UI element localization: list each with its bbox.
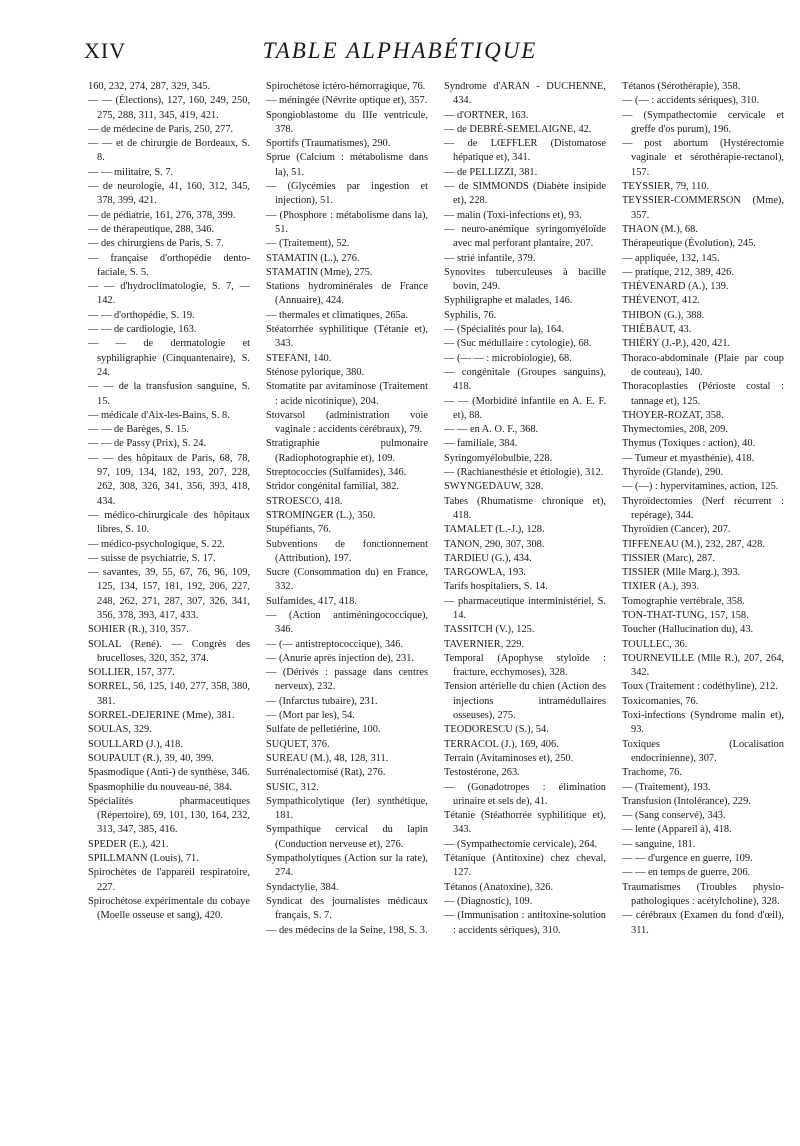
index-entry: — (Glycémies par ingestion et injection), 51. bbox=[266, 181, 428, 207]
index-entry: Toucher (Hallucination du), 43. bbox=[622, 624, 754, 636]
index-entry: TAVERNIER, 229. bbox=[444, 638, 525, 650]
index-entry: — de neurologie, 41, 160, 312, 345, 378, 399, 421. bbox=[88, 181, 250, 207]
index-entry: STEFANI, 140. bbox=[266, 352, 332, 364]
index-entry: — — et de chirurgie de Bordeaux, S. 8. bbox=[88, 138, 250, 164]
index-entry: SUREAU (M.), 48, 128, 311. bbox=[266, 752, 389, 764]
index-entry: — thermales et climatiques, 265a. bbox=[266, 309, 408, 321]
index-entry: — (— — : microbiologie), 68. bbox=[444, 352, 572, 364]
index-entry: Tomographie vertébrale, 358. bbox=[622, 595, 745, 607]
index-entry: Tétanie (Stéathorrée syphilitique et), 343. bbox=[444, 810, 606, 836]
index-entry: — — en temps de guerre, 206. bbox=[622, 867, 751, 879]
index-entry: — — de la transfusion sanguine, S. 15. bbox=[88, 381, 250, 407]
index-entry: TASSITCH (V.), 125. bbox=[444, 624, 535, 636]
index-entry: — — en A. O. F., 368. bbox=[444, 424, 539, 436]
index-entry: — des chirurgiens de Paris, S. 7. bbox=[88, 238, 224, 250]
index-entry: Sympathicolytique (Ier) synthétique, 181. bbox=[266, 795, 428, 822]
index-entry: — (Action antiméningococcique), 346. bbox=[266, 609, 428, 636]
index-entry: Syndrome d'ARAN - DUCHENNE, 434. bbox=[444, 81, 606, 107]
index-entry: — (Anurie après injection de), 231. bbox=[266, 652, 415, 664]
index-entry: — — de dermatologie et syphiligraphie (Cinquantenaire), S. 24. bbox=[88, 338, 250, 378]
index-entry: — lente (Appareil à), 418. bbox=[622, 824, 732, 836]
index-entry: — (Traitement), 193. bbox=[622, 781, 711, 793]
index-entry: Temporal (Apophyse styloïde : fracture, ecchymoses), 328. bbox=[444, 652, 606, 679]
index-entry: Spirochètes de l'appareil respiratoire, 227. bbox=[88, 867, 250, 893]
index-entry: — des médecins de la Seine, 198, S. 3. bbox=[266, 924, 428, 936]
index-entry: Traumatismes (Troubles physio-pathologiques : acétylcholine), 328. bbox=[622, 881, 784, 907]
index-entry: SORREL, 56, 125, 140, 277, 358, 380, 381. bbox=[88, 681, 250, 707]
page-header bbox=[84, 38, 716, 72]
index-entry: — — militaire, S. 7. bbox=[88, 166, 174, 178]
index-entry: Stomatite par avitaminose (Traitement : acide nicotinique), 204. bbox=[266, 381, 428, 407]
index-entry: TERRACOL (J.), 169, 406. bbox=[444, 738, 559, 750]
index-entry: — (Suc médullaire : cytologie), 68. bbox=[444, 338, 592, 350]
index-entry: Surrénalectomisé (Rat), 276. bbox=[266, 767, 386, 779]
index-entry: — — de cardiologie, 163. bbox=[88, 324, 197, 336]
index-entry: SOULAS, 329. bbox=[88, 724, 152, 736]
index-entry: Stupéfiants, 76. bbox=[266, 524, 331, 536]
index-entry: — — (Élections), 127, 160, 249, 250, 275, 288, 311, 345, 419, 421. bbox=[88, 95, 250, 121]
index-entry: — (Immunisation : antitoxine-solution : accidents sériques), 310. bbox=[444, 910, 606, 936]
index-entry: — (— antistreptococcique), 346. bbox=[266, 638, 404, 650]
index-entry: SOULLARD (J.), 418. bbox=[88, 738, 183, 750]
index-entry: TOULLEC, 36. bbox=[622, 638, 688, 650]
index-entry: Spongioblastome du IIIe ventricule, 378. bbox=[266, 109, 428, 135]
index-entry: THÉVENARD (A.), 139. bbox=[622, 281, 729, 293]
index-entry: — savantes, 39, 55, 67, 76, 96, 109, 125, 134, 157, 181, 192, 206, 227, 248, 262, 271, 287, 307, 326, 341, 356, 378, 393, 417, 433. bbox=[88, 567, 250, 621]
index-entry: Thyroïde (Glande), 290. bbox=[622, 467, 723, 479]
index-entry: THOYER-ROZAT, 358. bbox=[622, 409, 724, 421]
index-entry: Toux (Traitement : codéthyline), 212. bbox=[622, 681, 778, 693]
index-entry: — neuro-anémique syringomyéloïde avec mal perforant plantaire, 207. bbox=[444, 223, 606, 250]
index-entry: Thymectomies, 208, 209. bbox=[622, 424, 728, 436]
index-entry: — (Traitement), 52. bbox=[266, 238, 350, 250]
index-entry: Trachome, 76. bbox=[622, 767, 682, 779]
index-entry: 160, 232, 274, 287, 329, 345. bbox=[88, 81, 211, 92]
index-entry: — (Sympathectomie cervicale), 264. bbox=[444, 838, 598, 850]
index-entry: SORREL-DEJERINE (Mme), 381. bbox=[88, 710, 235, 722]
index-entry: — médico-psychologique, S. 22. bbox=[88, 538, 225, 550]
index-entry: Tarifs hospitaliers, S. 14. bbox=[444, 581, 548, 593]
index-entry: TAMALET (L.-J.), 128. bbox=[444, 524, 545, 536]
index-entry: Toxicomanies, 76. bbox=[622, 695, 699, 707]
index-entry: SUQUET, 376. bbox=[266, 738, 330, 750]
index-entry: — sanguine, 181. bbox=[622, 838, 696, 850]
index-entry: STROMINGER (L.), 350. bbox=[266, 509, 376, 521]
index-entry: TIFFENEAU (M.), 232, 287, 428. bbox=[622, 538, 765, 550]
index-entry: Tension artérielle du chien (Action des injections intramédullaires osseuses), 275. bbox=[444, 681, 606, 722]
index-entry: Stratigraphie pulmonaire (Radiophotographie et), 109. bbox=[266, 438, 428, 464]
index-entry: SOHIER (R.), 310, 357. bbox=[88, 624, 189, 636]
index-entry: — (Dérivés : passage dans centres nerveux), 232. bbox=[266, 667, 428, 693]
index-entry: — (— : accidents sériques), 310. bbox=[622, 95, 760, 107]
index-entry: Thoracoplasties (Périoste costal : tannage et), 125. bbox=[622, 381, 784, 407]
index-entry: — strié infantile, 379. bbox=[444, 252, 536, 264]
index-entry: Spasmophilie du nouveau-né, 384. bbox=[88, 781, 233, 793]
index-entry: Synovites tuberculeuses à bacille bovin, 249. bbox=[444, 266, 606, 293]
index-entry: Syndicat des journalistes médicaux français, S. 7. bbox=[266, 895, 428, 922]
index-entry: Spasmodique (Anti-) de synthèse, 346. bbox=[88, 767, 250, 779]
page-number: XIV bbox=[84, 38, 127, 63]
index-entry: — médicale d'Aix-les-Bains, S. 8. bbox=[88, 409, 230, 421]
index-entry: — (Mort par les), 54. bbox=[266, 710, 355, 722]
index-entry: TEYSSIER, 79, 110. bbox=[622, 181, 710, 193]
index-entry: — malin (Toxi-infections et), 93. bbox=[444, 209, 582, 221]
index-entry: Spirochétose ictéro-hémorragique, 76. bbox=[266, 81, 426, 92]
index-entry: Stridor congénital familial, 382. bbox=[266, 481, 400, 493]
running-title: TABLE ALPHABÉTIQUE bbox=[262, 38, 538, 63]
index-entry: — post abortum (Hystérectomie vaginale et sérothérapie-rectanol), 157. bbox=[622, 138, 784, 178]
index-entry: — — d'hydroclimatologie, S. 7, — 142. bbox=[88, 281, 250, 307]
index-entry: — de médecine de Paris, 250, 277. bbox=[88, 123, 234, 135]
index-entry: Streptococcies (Sulfamides), 346. bbox=[266, 467, 407, 479]
index-entry: Syphilis, 76. bbox=[444, 309, 497, 321]
index-entry: — de PELLIZZI, 381. bbox=[444, 166, 538, 178]
index-entry: — — d'orthopédie, S. 19. bbox=[88, 309, 195, 321]
index-entry: Thyroïdien (Cancer), 207. bbox=[622, 524, 731, 536]
index-columns bbox=[84, 80, 796, 1120]
index-entry: Subventions de fonctionnement (Attribution), 197. bbox=[266, 538, 428, 564]
index-entry: STROESCO, 418. bbox=[266, 495, 343, 507]
index-entry: — (Infarctus tubaire), 231. bbox=[266, 695, 378, 707]
index-entry: — (Sympathectomie cervicale et greffe d'os purum), 196. bbox=[622, 109, 784, 135]
index-entry: Stéatorrhée syphilitique (Tétanie et), 343. bbox=[266, 324, 428, 350]
index-entry: Sprue (Calcium : métabolisme dans la), 51. bbox=[266, 152, 428, 178]
index-entry: SOUPAULT (R.), 39, 40, 399. bbox=[88, 752, 214, 764]
index-entry: THÉVENOT, 412. bbox=[622, 295, 701, 307]
index-entry: SPEDER (E.), 421. bbox=[88, 838, 169, 850]
index-entry: Terrain (Avitaminoses et), 250. bbox=[444, 752, 574, 764]
index-entry: TARDIEU (G.), 434. bbox=[444, 552, 532, 564]
index-entry: — (Diagnostic), 109. bbox=[444, 895, 533, 907]
index-entry: — pharmaceutique interministériel, S. 14. bbox=[444, 595, 606, 621]
index-entry: TEODORESCU (S.), 54. bbox=[444, 724, 549, 736]
index-entry: THIBON (G.), 388. bbox=[622, 309, 705, 321]
index-entry: Sympathique cervical du lapin (Conduction nerveuse et), 276. bbox=[266, 824, 428, 850]
index-entry: Sucre (Consommation du) en France, 332. bbox=[266, 567, 428, 593]
index-entry: — méningée (Névrite optique et), 357. bbox=[266, 95, 428, 107]
index-entry: SUSIC, 312. bbox=[266, 781, 319, 793]
index-entry: STAMATIN (L.), 276. bbox=[266, 252, 360, 264]
index-entry: — pratique, 212, 389, 426. bbox=[622, 266, 734, 278]
index-entry: Tabes (Rhumatisme chronique et), 418. bbox=[444, 495, 606, 521]
index-entry: Syndactylie, 384. bbox=[266, 881, 339, 893]
index-entry: THIÉRY (J.-P.), 420, 421. bbox=[622, 338, 731, 350]
index-entry: SOLAL (René). — Congrès des brucelloses, 320, 352, 374. bbox=[88, 638, 250, 664]
index-entry: — — d'urgence en guerre, 109. bbox=[622, 853, 753, 865]
index-entry: Thoraco-abdominale (Plaie par coup de couteau), 140. bbox=[622, 352, 784, 378]
index-entry: TON-THAT-TUNG, 157, 158. bbox=[622, 609, 749, 621]
index-entry: — de pédiatrie, 161, 276, 378, 399. bbox=[88, 209, 236, 221]
index-entry: TANON, 290, 307, 308. bbox=[444, 538, 545, 550]
index-entry: Thyroïdectomies (Nerf récurrent : repérage), 344. bbox=[622, 495, 784, 521]
index-entry: THAON (M.), 68. bbox=[622, 223, 698, 235]
index-entry: SPILLMANN (Louis), 71. bbox=[88, 853, 199, 865]
index-entry: — familiale, 384. bbox=[444, 438, 518, 450]
index-entry: — — des hôpitaux de Paris, 68, 78, 97, 109, 134, 182, 193, 207, 228, 262, 308, 326, 341, 356, 393, 418, 434. bbox=[88, 452, 250, 507]
index-entry: — (Sang conservé), 343. bbox=[622, 810, 726, 822]
index-entry: TISSIER (Marc), 287. bbox=[622, 552, 715, 564]
index-entry: Sympatholytiques (Action sur la rate), 274. bbox=[266, 853, 428, 879]
index-entry: Tétanique (Antitoxine) chez cheval, 127. bbox=[444, 853, 606, 879]
index-entry: Tétanos (Sérothérapie), 358. bbox=[622, 81, 741, 92]
index-entry: — de SIMMONDS (Diabète insipide et), 228. bbox=[444, 181, 606, 207]
index-entry: — de DEBRÉ-SEMELAIGNE, 42. bbox=[444, 123, 592, 135]
index-entry: Toxiques (Localisation endocrinienne), 307. bbox=[622, 738, 784, 764]
index-entry: SWYNGEDAUW, 328. bbox=[444, 481, 544, 493]
index-entry: — (Rachianesthésie et étiologie), 312. bbox=[444, 467, 604, 479]
index-entry: Thymus (Toxiques : action), 40. bbox=[622, 438, 756, 450]
index-entry: — d'ORTNER, 163. bbox=[444, 109, 529, 121]
index-entry: Sulfate de pelletiérine, 100. bbox=[266, 724, 381, 736]
index-entry: Sportifs (Traumatismes), 290. bbox=[266, 138, 391, 150]
index-entry: Syphiligraphe et malades, 146. bbox=[444, 295, 573, 307]
index-entry: TEYSSIER-COMMERSON (Mme), 357. bbox=[622, 195, 784, 221]
index-entry: — française d'orthopédie dento-faciale, S. 5. bbox=[88, 252, 250, 278]
index-entry: Syringomyélobulbie, 228. bbox=[444, 452, 553, 464]
index-entry: — — de Barèges, S. 15. bbox=[88, 424, 190, 436]
index-entry: Spirochétose expérimentale du cobaye (Moelle osseuse et sang), 420. bbox=[88, 895, 250, 922]
index-entry: — — de Passy (Prix), S. 24. bbox=[88, 438, 207, 450]
index-entry: — de LŒFFLER (Distomatose hépatique et), 341. bbox=[444, 138, 606, 164]
index-entry: Toxi-infections (Syndrome malin et), 93. bbox=[622, 710, 784, 736]
index-entry: — cérébraux (Examen du fond d'œil), 311. bbox=[622, 910, 784, 936]
index-entry: Stovarsol (administration voie vaginale : accidents cérébraux), 79. bbox=[266, 409, 428, 436]
index-entry: — — (Morbidité infantile en A. E. F. et), 88. bbox=[444, 395, 606, 421]
index-entry: — Tumeur et myasthénie), 418. bbox=[622, 452, 755, 464]
index-entry: TARGOWLA, 193. bbox=[444, 567, 526, 579]
index-entry: STAMATIN (Mme), 275. bbox=[266, 266, 373, 278]
index-entry: — (Spécialités pour la), 164. bbox=[444, 324, 565, 336]
index-entry: — (Phosphore : métabolisme dans la), 51. bbox=[266, 209, 428, 235]
index-entry: — suisse de psychiatrie, S. 17. bbox=[88, 552, 216, 564]
index-column-2 bbox=[262, 80, 432, 1120]
index-entry: Stations hydrominérales de France (Annuaire), 424. bbox=[266, 281, 428, 307]
index-entry: TOURNEVILLE (Mlle R.), 207, 264, 342. bbox=[622, 652, 784, 679]
index-entry: TISSIER (Mlle Marg.), 393. bbox=[622, 567, 741, 579]
index-entry: — (—) : hypervitamines, action, 125. bbox=[622, 481, 779, 493]
index-column-1 bbox=[84, 80, 254, 1120]
index-entry: Spécialités pharmaceutiques (Répertoire), 69, 101, 130, 164, 232, 313, 347, 385, 416. bbox=[88, 795, 250, 836]
index-entry: SOLLIER, 157, 377. bbox=[88, 667, 175, 679]
index-entry: Sténose pylorique, 380. bbox=[266, 366, 365, 378]
index-entry: — de thérapeutique, 288, 346. bbox=[88, 223, 215, 235]
index-column-4 bbox=[618, 80, 788, 1120]
index-entry: Testostérone, 263. bbox=[444, 767, 520, 779]
index-entry: — appliquée, 132, 145. bbox=[622, 252, 720, 264]
index-column-3 bbox=[440, 80, 610, 1120]
index-entry: Tétanos (Anatoxine), 326. bbox=[444, 881, 554, 893]
index-entry: — congénitale (Groupes sanguins), 418. bbox=[444, 366, 606, 393]
index-entry: THIÉBAUT, 43. bbox=[622, 324, 692, 336]
index-entry: TIXIER (A.), 393. bbox=[622, 581, 700, 593]
index-entry: Sulfamides, 417, 418. bbox=[266, 595, 357, 607]
index-entry: Thérapeutique (Évolution), 245. bbox=[622, 238, 756, 250]
index-entry: — (Gonadotropes : élimination urinaire et sels de), 41. bbox=[444, 781, 606, 807]
index-entry: Transfusion (Intolérance), 229. bbox=[622, 795, 751, 807]
index-entry: — médico-chirurgicale des hôpitaux libres, S. 10. bbox=[88, 509, 250, 536]
